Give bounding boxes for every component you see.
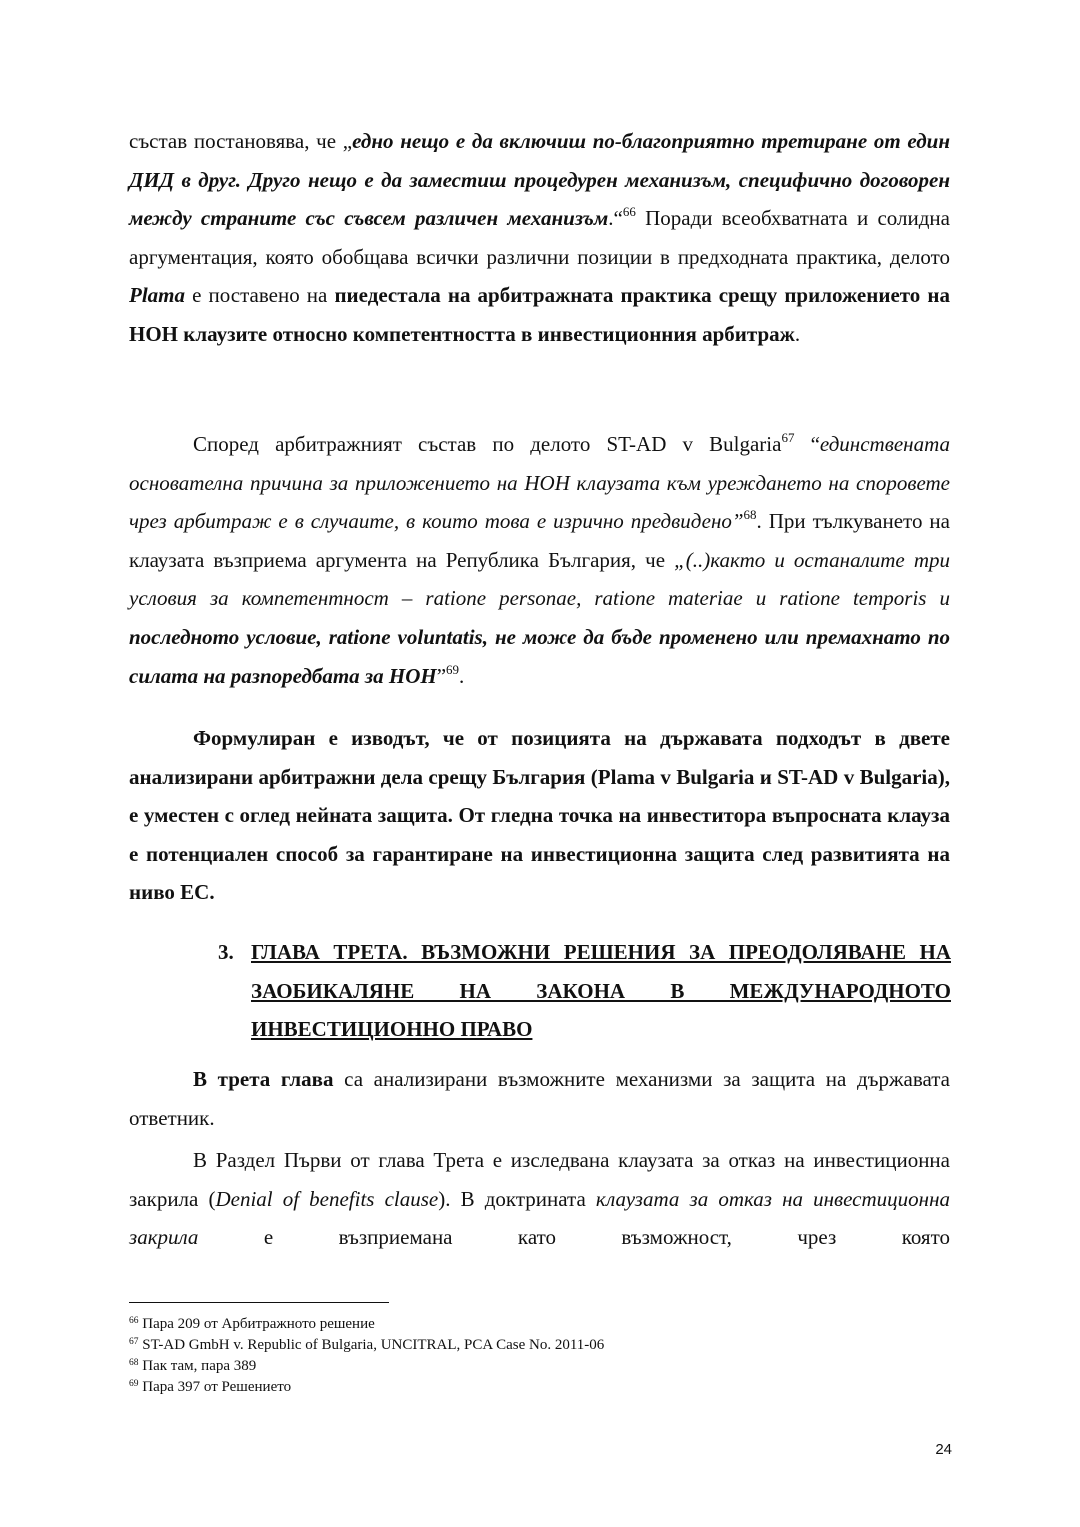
p5-clause-name: Denial of benefits clause (215, 1186, 439, 1211)
footnote-separator (129, 1302, 389, 1303)
p5-text-e: е възприемана като възможност, чрез която (198, 1225, 950, 1250)
footnote-number: 68 (129, 1358, 139, 1368)
footnote-text: ST-AD GmbH v. Republic of Bulgaria, UNCITRAL, PCA Case No. 2011-06 (138, 1337, 605, 1353)
p1-emphasis: пиедестала на арбитражната практика срещу приложението на НОН клаузите относно компетентността в инвестиционния арбитраж (129, 283, 950, 346)
p2-text-a: Според арбитражният състав по делото ST-AD v Bulgaria (193, 432, 782, 456)
p2-text-d: . При тълкуването на клаузата възприема аргумента на Република България, че (129, 509, 950, 572)
p2-text-h: . (459, 663, 465, 688)
footnote-ref-68[interactable]: 68 (743, 507, 757, 523)
footnote-66 (129, 1314, 950, 1335)
p1-text-d: Поради всеобхватната и солидна аргументация, която обобщава всички различни позиции в предходната практика, делото (129, 206, 950, 269)
p1-text-h: . (794, 321, 801, 346)
footnote-number: 66 (129, 1316, 139, 1326)
p4-bold: В трета глава (193, 1067, 334, 1091)
chapter-heading (218, 933, 951, 1049)
p1-quote-close: .“ (608, 206, 623, 231)
footnote-67 (129, 1335, 950, 1356)
footnote-69 (129, 1377, 950, 1398)
p1-case-name: Plama (129, 283, 185, 308)
p3-text: Формулиран е изводът, че от позицията на държавата подходът в двете анализирани арбитражни дела срещу България (Plama v Bulgaria и ST-AD v Bulgaria), е уместен с оглед нейната защита. От гледна точка на инвеститора въпросната клауза е потенциален способ за гарантиране на инвестиционна защита след развитията на ниво ЕС. (129, 726, 950, 905)
p1-text-f: е поставено на (185, 283, 335, 308)
paragraph-chapter-three-intro (129, 1060, 950, 1137)
paragraph-conclusion-bold (129, 719, 950, 912)
page-number: 24 (935, 1441, 952, 1458)
footnote-68 (129, 1356, 950, 1377)
chapter-title: ГЛАВА ТРЕТА. ВЪЗМОЖНИ РЕШЕНИЯ ЗА ПРЕОДОЛЯВАНЕ НА ЗАОБИКАЛЯНЕ НА ЗАКОНА В МЕЖДУНАРОДНОТО ИНВЕСТИЦИОННО ПРАВО (251, 940, 951, 1042)
footnote-number: 69 (129, 1379, 139, 1389)
p2-text-b: “ (794, 432, 820, 456)
p2-quote-start: „(..)както и останалите три условия за компетентност – ratione personae, ratione materiae и ratione temporis и (129, 547, 950, 611)
p2-quote-emphasis: последното условие, ratione voluntatis, не може да бъде променено или премахнато по силата на разпоредбата за НОН (129, 624, 950, 688)
footnotes (129, 1314, 950, 1398)
p2-quote-end: ” (436, 663, 447, 688)
p4-text: са анализирани възможните механизми за защита на държавата ответник. (129, 1067, 950, 1130)
chapter-number: 3. (218, 940, 234, 964)
p5-text-c: ). В доктрината (438, 1186, 596, 1211)
footnote-ref-66[interactable]: 66 (622, 204, 636, 220)
p1-text-a: състав постановява, че „ (129, 129, 353, 153)
footnote-number: 67 (129, 1337, 139, 1347)
p5-italic-term: клаузата за отказ на инвестиционна закрила (129, 1186, 950, 1250)
p5-text-a: В Раздел Първи от глава Трета е изследвана клаузата за отказ на инвестиционна закрила ( (129, 1148, 950, 1211)
paragraph-st-ad-case (129, 425, 950, 695)
paragraph-plama-conclusion (129, 122, 950, 354)
p2-quote: единствената основателна причина за приложението на НОН клаузата към уреждането на споровете чрез арбитраж е в случаите, в които това е изрично предвидено” (129, 432, 950, 534)
paragraph-denial-of-benefits (129, 1141, 950, 1257)
footnote-ref-69[interactable]: 69 (446, 661, 460, 677)
footnote-text: Пак там, пара 389 (138, 1358, 257, 1374)
p1-quote: едно нещо е да включиш по-благоприятно третиране от един ДИД в друг. Друго нещо е да заместиш процедурен механизъм, специфично договорен между страните със съвсем различен механизъм (129, 129, 950, 231)
footnote-text: Пара 397 от Решението (138, 1379, 292, 1395)
footnote-ref-67[interactable]: 67 (781, 430, 795, 445)
footnote-text: Пара 209 от Арбитражното решение (138, 1316, 375, 1332)
